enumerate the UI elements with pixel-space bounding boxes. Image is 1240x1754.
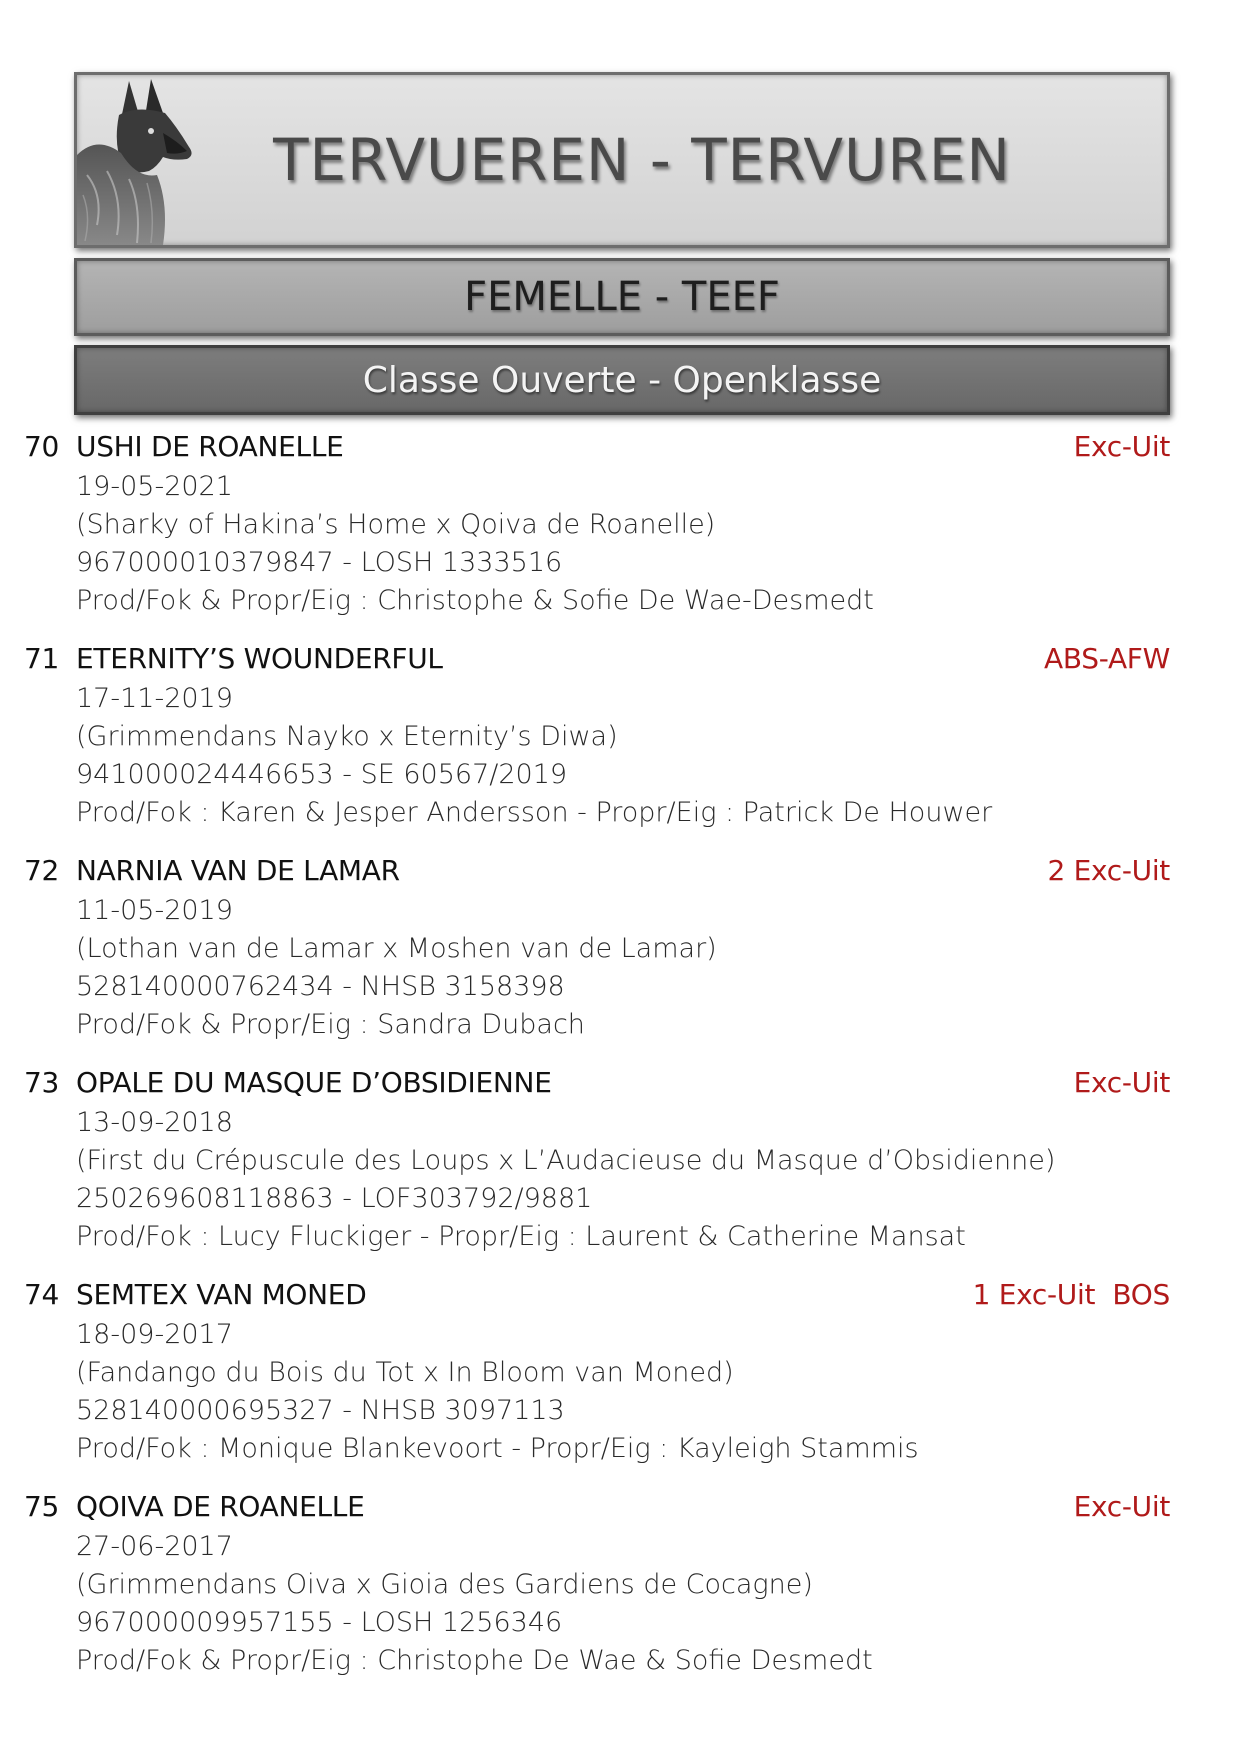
registration: 528140000695327 - NHSB 3097113	[76, 1395, 565, 1426]
catalog-number: 73	[24, 1066, 60, 1099]
catalog-number: 70	[24, 430, 60, 463]
parents: (Lothan van de Lamar x Moshen van de Lamar)	[76, 933, 717, 964]
judging-result: Exc-Uit	[1073, 1066, 1170, 1099]
dog-name: ETERNITY’S WOUNDERFUL	[76, 642, 443, 675]
breeder-owner: Prod/Fok : Lucy Fluckiger - Propr/Eig : Laurent & Catherine Mansat	[76, 1221, 966, 1252]
breed-banner	[74, 72, 1170, 248]
entry-header	[0, 1490, 1240, 1528]
breeder-owner: Prod/Fok : Karen & Jesper Andersson - Propr/Eig : Patrick De Houwer	[76, 797, 993, 828]
dog-name: NARNIA VAN DE LAMAR	[76, 854, 400, 887]
entry-header	[0, 1066, 1240, 1104]
breed-title: TERVUEREN - TERVUREN	[273, 126, 1011, 194]
breeder-owner: Prod/Fok : Monique Blankevoort - Propr/Eig : Kayleigh Stammis	[76, 1433, 919, 1464]
dog-name: USHI DE ROANELLE	[76, 430, 344, 463]
entry-74	[0, 1278, 1240, 1490]
birth-date: 18-09-2017	[76, 1319, 233, 1350]
sex-title: FEMELLE - TEEF	[464, 274, 780, 320]
judging-result: Exc-Uit	[1073, 430, 1170, 463]
entry-list	[0, 430, 1240, 1702]
birth-date: 19-05-2021	[76, 471, 233, 502]
catalog-number: 71	[24, 642, 60, 675]
tervueren-dog-head-icon	[77, 75, 197, 245]
birth-date: 11-05-2019	[76, 895, 233, 926]
entry-73	[0, 1066, 1240, 1278]
judging-result: 2 Exc-Uit	[1047, 854, 1170, 887]
entry-header	[0, 854, 1240, 892]
judging-result: Exc-Uit	[1073, 1490, 1170, 1523]
dog-name: OPALE DU MASQUE D’OBSIDIENNE	[76, 1066, 552, 1099]
entry-header	[0, 1278, 1240, 1316]
parents: (Sharky of Hakina’s Home x Qoiva de Roanelle)	[76, 509, 716, 540]
catalog-number: 74	[24, 1278, 60, 1311]
entry-70	[0, 430, 1240, 642]
registration: 967000009957155 - LOSH 1256346	[76, 1607, 563, 1638]
breeder-owner: Prod/Fok & Propr/Eig : Sandra Dubach	[76, 1009, 585, 1040]
registration: 250269608118863 - LOF303792/9881	[76, 1183, 593, 1214]
birth-date: 27-06-2017	[76, 1531, 233, 1562]
class-banner	[74, 345, 1170, 415]
birth-date: 17-11-2019	[76, 683, 233, 714]
entry-71	[0, 642, 1240, 854]
birth-date: 13-09-2018	[76, 1107, 233, 1138]
sex-banner	[74, 258, 1170, 336]
registration: 967000010379847 - LOSH 1333516	[76, 547, 563, 578]
breeder-owner: Prod/Fok & Propr/Eig : Christophe & Sofie De Wae-Desmedt	[76, 585, 874, 616]
breeder-owner: Prod/Fok & Propr/Eig : Christophe De Wae & Sofie Desmedt	[76, 1645, 873, 1676]
parents: (Fandango du Bois du Tot x In Bloom van Moned)	[76, 1357, 734, 1388]
entry-72	[0, 854, 1240, 1066]
catalog-number: 75	[24, 1490, 60, 1523]
class-title: Classe Ouverte - Openklasse	[362, 359, 882, 401]
dog-name: SEMTEX VAN MONED	[76, 1278, 367, 1311]
catalog-number: 72	[24, 854, 60, 887]
judging-result: ABS-AFW	[1044, 642, 1170, 675]
entry-header	[0, 642, 1240, 680]
entry-75	[0, 1490, 1240, 1702]
entry-header	[0, 430, 1240, 468]
parents: (Grimmendans Oiva x Gioia des Gardiens de Cocagne)	[76, 1569, 813, 1600]
dog-name: QOIVA DE ROANELLE	[76, 1490, 365, 1523]
registration: 528140000762434 - NHSB 3158398	[76, 971, 565, 1002]
parents: (First du Crépuscule des Loups x L’Audacieuse du Masque d’Obsidienne)	[76, 1145, 1056, 1176]
registration: 941000024446653 - SE 60567/2019	[76, 759, 568, 790]
parents: (Grimmendans Nayko x Eternity’s Diwa)	[76, 721, 618, 752]
judging-result: 1 Exc-Uit BOS	[972, 1278, 1170, 1311]
